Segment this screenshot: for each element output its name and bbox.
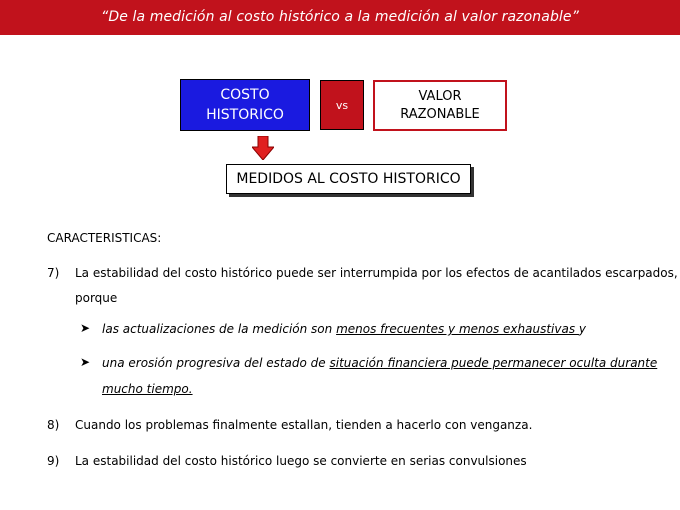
valor-line2: RAZONABLE: [400, 106, 480, 122]
sub2-continuation: mucho tiempo.: [102, 382, 193, 396]
sub1-underlined: menos frecuentes y menos exhaustivas: [336, 322, 579, 336]
costo-line2: HISTORICO: [206, 107, 284, 123]
item7-number: 7): [47, 266, 60, 280]
item7-line2: porque: [75, 291, 118, 305]
valor-line1: VALOR: [418, 88, 462, 104]
valor-razonable-box: [373, 80, 507, 131]
arrowhead-bullet-icon: ➤: [80, 321, 91, 335]
sub1-end: y: [578, 322, 587, 336]
medidos-box: [226, 164, 471, 194]
down-arrow-icon: [252, 136, 274, 160]
item7-line1: La estabilidad del costo histórico puede ser interrumpida por los efectos de acantilados escarpados,: [75, 266, 678, 280]
item8-text: Cuando los problemas finalmente estallan, tienden a hacerlo con venganza.: [75, 418, 533, 432]
sub2-text: una erosión progresiva del estado de: [102, 356, 330, 370]
item9-text: La estabilidad del costo histórico luego se convierte en serias convulsiones: [75, 454, 527, 468]
costo-line1: COSTO: [220, 87, 270, 103]
vs-box: [320, 80, 364, 130]
sub-bullet-1: [102, 322, 586, 336]
item8-number: 8): [47, 418, 60, 432]
page-title: “De la medición al costo histórico a la medición al valor razonable”: [100, 9, 579, 25]
arrowhead-bullet-icon: ➤: [80, 355, 91, 369]
vs-label: vs: [335, 98, 349, 112]
costo-historico-box: [180, 79, 310, 131]
item9-number: 9): [47, 454, 60, 468]
medidos-label: MEDIDOS AL COSTO HISTORICO: [236, 171, 461, 187]
section-heading: CARACTERISTICAS:: [47, 231, 162, 245]
sub1-text: las actualizaciones de la medición son: [102, 322, 337, 336]
sub-bullet-2: [102, 356, 657, 370]
sub2-underlined: situación financiera puede permanecer oculta durante: [329, 356, 658, 370]
